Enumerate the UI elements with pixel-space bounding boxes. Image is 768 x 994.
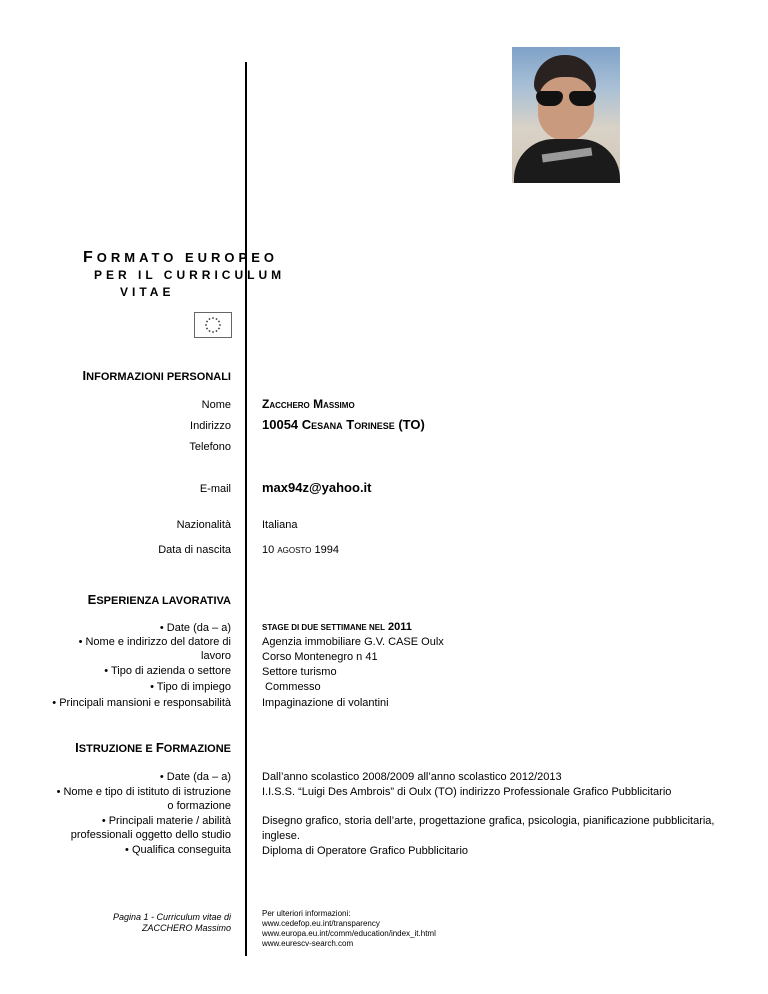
nazionalita-value: Italiana: [262, 519, 298, 531]
footer-link-cedefop[interactable]: www.cedefop.eu.int/transparency: [262, 919, 380, 928]
work-label-employer-cont: lavoro: [201, 650, 231, 662]
work-label-employer: • Nome e indirizzo del datore di: [78, 636, 231, 648]
edu-subjects-line2: inglese.: [262, 830, 300, 842]
edu-subjects-line1: Disegno grafico, storia dell’arte, progettazione grafica, psicologia, pianificazione pubblicitaria,: [262, 815, 715, 827]
section-personal-info: INFORMAZIONI PERSONALI: [82, 368, 231, 383]
work-employer-address: Corso Montenegro n 41: [262, 651, 378, 663]
work-label-duties: • Principali mansioni e responsabilità: [52, 697, 231, 709]
nome-value: Zacchero Massimo: [262, 397, 355, 411]
work-sector-value: Settore turismo: [262, 666, 337, 678]
section-education: ISTRUZIONE E FORMAZIONE: [75, 740, 231, 755]
footer-link-europa[interactable]: www.europa.eu.int/comm/education/index_it.html: [262, 929, 436, 938]
edu-label-qualification: • Qualifica conseguita: [125, 844, 231, 856]
work-duties-value: Impaginazione di volantini: [262, 697, 389, 709]
edu-qualification-value: Diploma di Operatore Grafico Pubblicitario: [262, 845, 469, 857]
work-role-value: Commesso: [262, 681, 321, 693]
column-divider: [245, 62, 247, 956]
cv-title-line2: PER IL CURRICULUM: [94, 268, 286, 282]
nascita-label: Data di nascita: [158, 544, 231, 556]
nome-label: Nome: [201, 399, 231, 411]
edu-label-school: • Nome e tipo di istituto di istruzione: [56, 786, 231, 798]
cv-title-line3: VITAE: [120, 285, 175, 299]
eu-flag-icon: [194, 312, 232, 338]
nascita-value: 10 AGOSTO 1994: [262, 544, 339, 556]
edu-label-date: • Date (da – a): [159, 771, 231, 783]
email-value: max94z@yahoo.it: [262, 480, 372, 495]
edu-label-subjects-cont: professionali oggetto dello studio: [70, 829, 231, 841]
edu-label-school-cont: o formazione: [167, 800, 231, 812]
section-work-experience: ESPERIENZA LAVORATIVA: [87, 592, 231, 607]
cv-title-line1: FORMATO EUROPEO: [83, 249, 278, 266]
telefono-label: Telefono: [189, 441, 231, 453]
indirizzo-label: Indirizzo: [190, 420, 231, 432]
edu-dates-value: Dall’anno scolastico 2008/2009 all’anno scolastico 2012/2013: [262, 771, 562, 783]
edu-school-value: I.I.S.S. “Luigi Des Ambrois” di Oulx (TO) indirizzo Professionale Grafico Pubblicitario: [262, 786, 672, 798]
work-employer-name: Agenzia immobiliare G.V. CASE Oulx: [262, 636, 444, 648]
edu-label-subjects: • Principali materie / abilità: [101, 815, 231, 827]
work-label-sector: • Tipo di azienda o settore: [104, 665, 231, 677]
footer-page-info: [113, 912, 231, 934]
indirizzo-value: 10054 Cesana Torinese (TO): [262, 417, 425, 432]
work-label-role: • Tipo di impiego: [150, 681, 231, 693]
work-date-value: STAGE DI DUE SETTIMANE NEL 2011: [262, 621, 412, 633]
profile-photo: [512, 47, 620, 183]
footer-links: [262, 909, 436, 949]
work-label-date: • Date (da – a): [159, 622, 231, 634]
footer-page-line2: ZACCHERO Massimo: [141, 923, 231, 933]
footer-link-eurescv[interactable]: www.eurescv-search.com: [262, 939, 354, 948]
nazionalita-label: Nazionalità: [176, 519, 231, 531]
footer-info-heading: Per ulteriori informazioni:: [262, 909, 351, 918]
email-label: E-mail: [199, 483, 231, 495]
footer-page-line1: Pagina 1 - Curriculum vitae di: [112, 912, 231, 922]
